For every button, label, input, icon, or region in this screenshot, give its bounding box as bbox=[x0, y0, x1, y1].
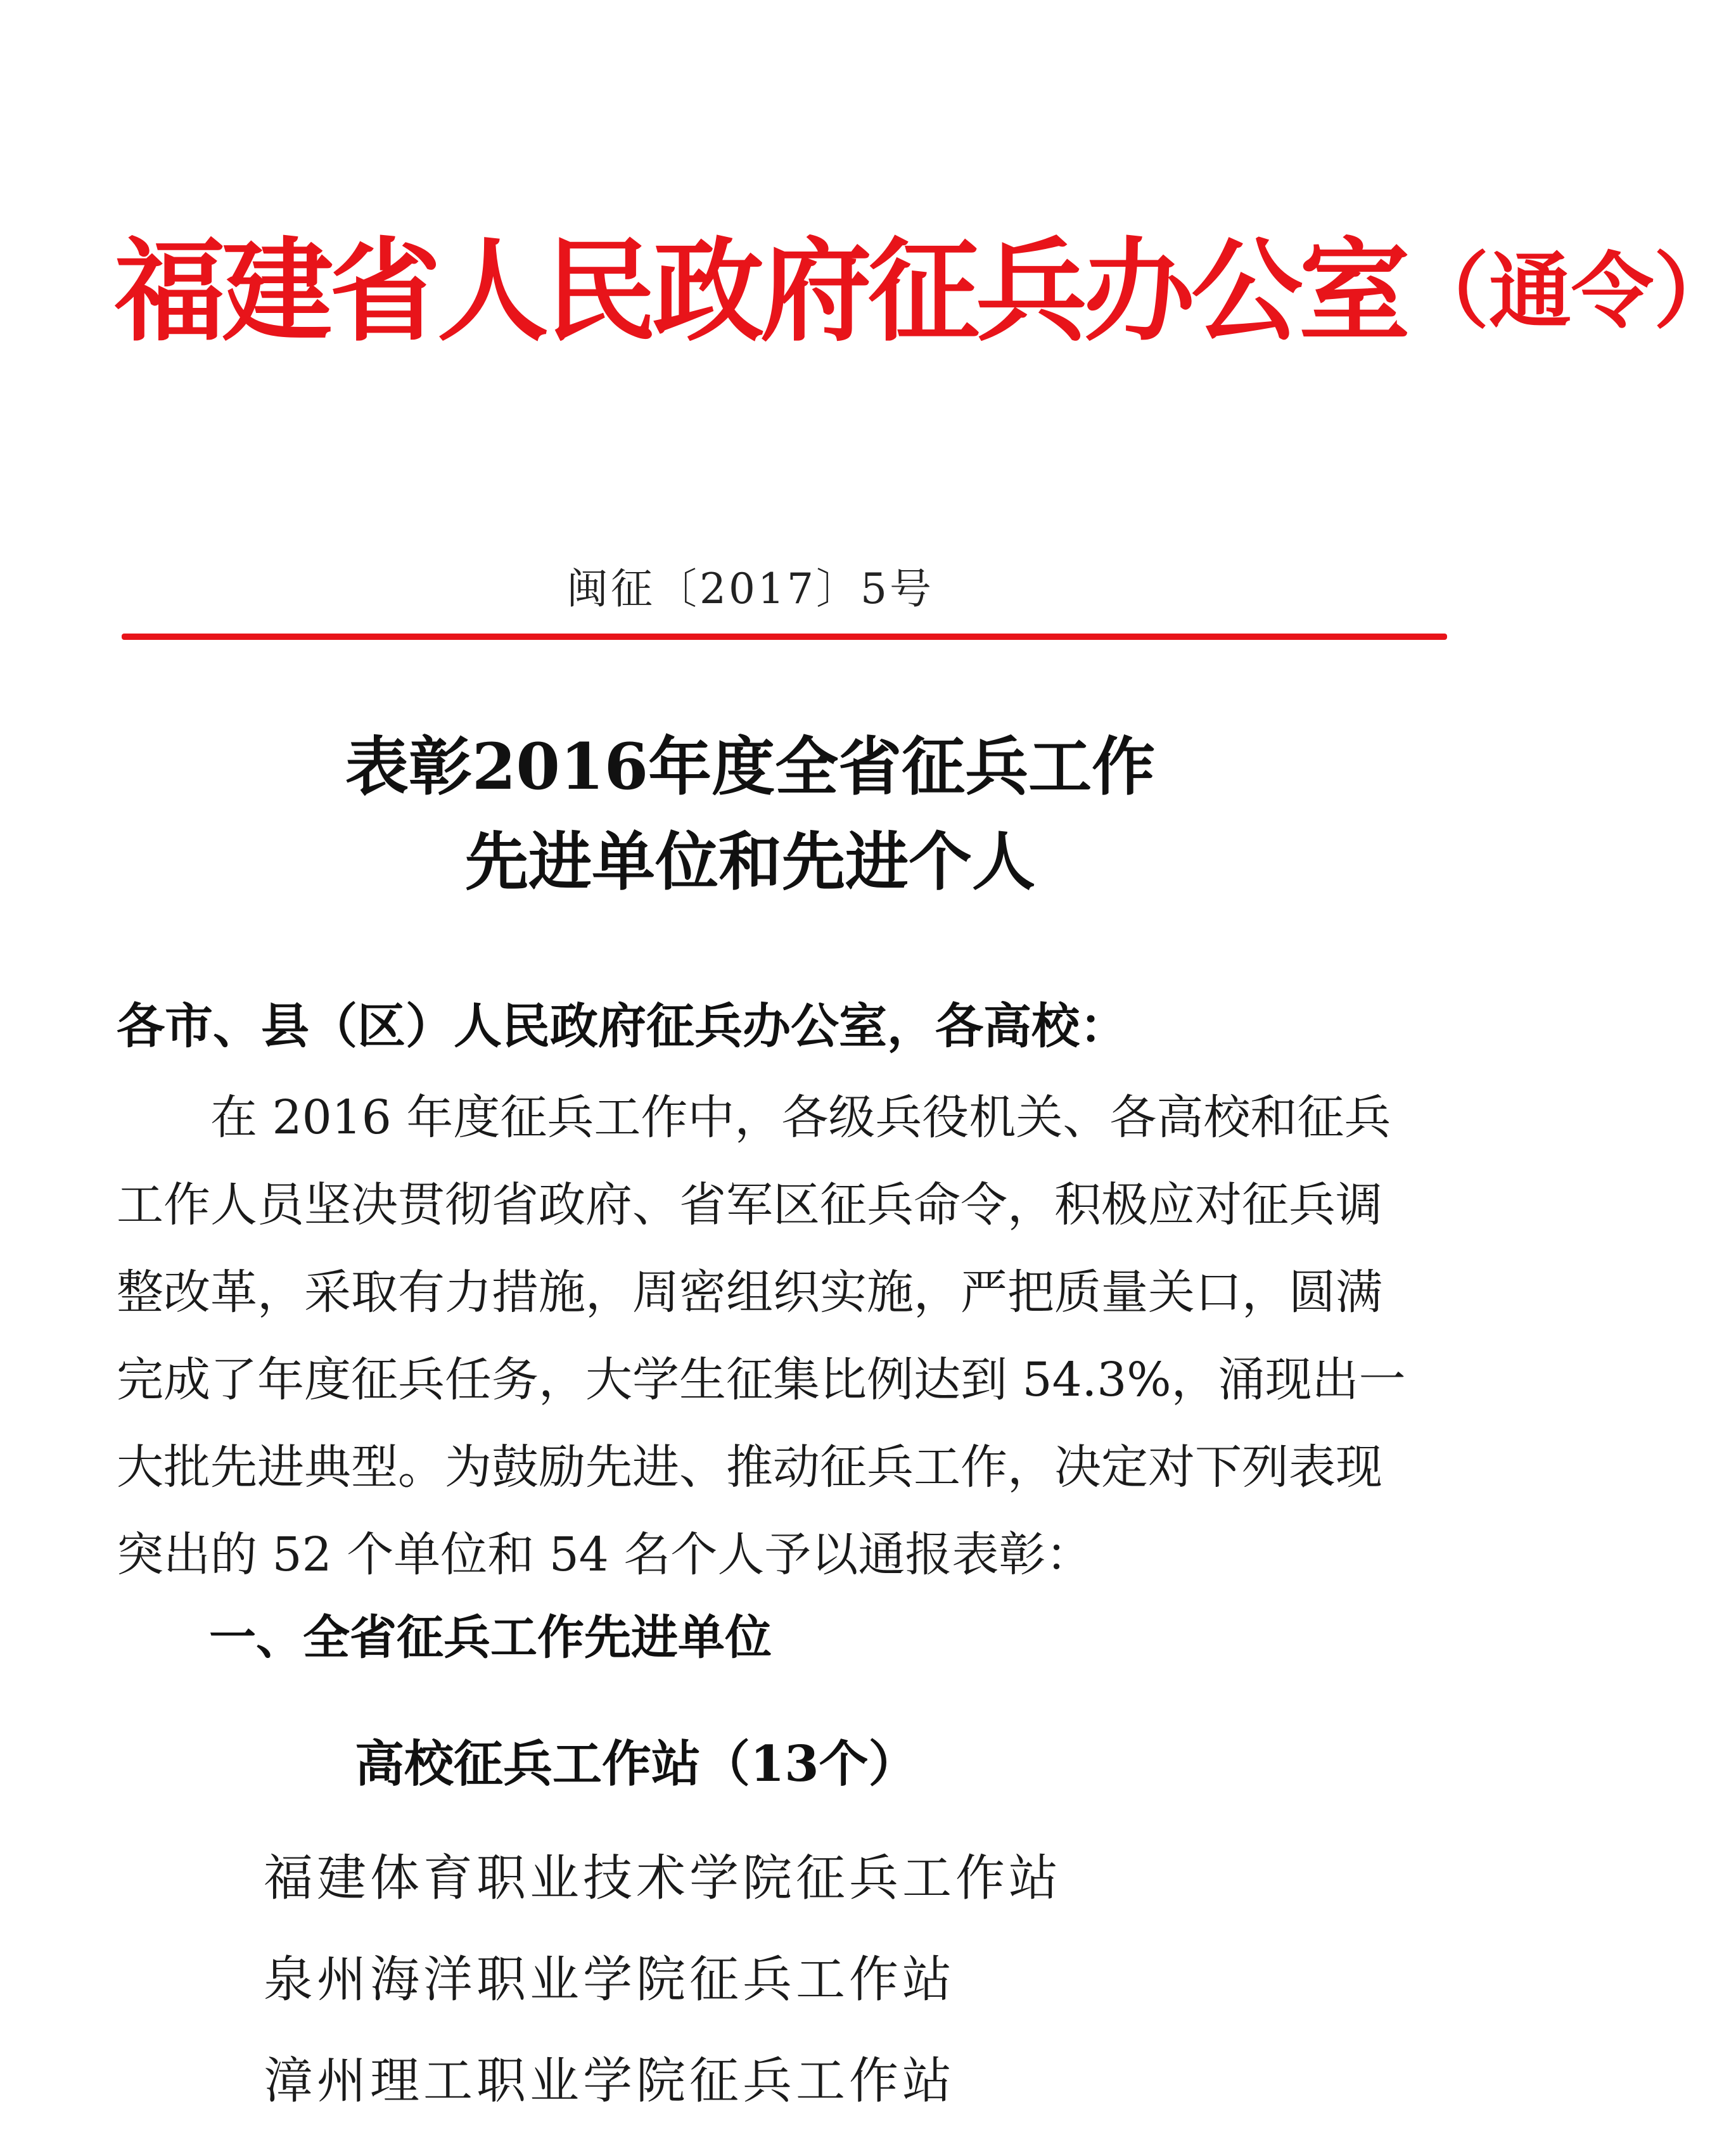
sub-section-title: 高校征兵工作站（13个） bbox=[355, 1735, 918, 1793]
body-line: 在 2016 年度征兵工作中，各级兵役机关、各高校和征兵 bbox=[117, 1090, 1391, 1145]
body-line: 完成了年度征兵任务，大学生征集比例达到 54.3%，涌现出一 bbox=[117, 1353, 1406, 1407]
body-paragraph bbox=[117, 1074, 1415, 1598]
document-heading-line-1: 表彰2016年度全省征兵工作 bbox=[345, 729, 1156, 804]
body-line: 突出的 52 个单位和 54 名个人予以通报表彰： bbox=[117, 1527, 1093, 1582]
body-line: 大批先进典型。为鼓励先进、推动征兵工作，决定对下列表现 bbox=[117, 1440, 1382, 1494]
document-heading-line-2: 先进单位和先进个人 bbox=[465, 824, 1035, 899]
masthead-suffix: （通令） bbox=[1407, 243, 1736, 340]
unit-list bbox=[264, 1828, 1062, 2132]
body-line: 整改革，采取有力措施，周密组织实施，严把质量关口，圆满 bbox=[117, 1265, 1382, 1320]
list-item: 漳州理工职业学院征兵工作站 bbox=[264, 2053, 956, 2110]
salutation: 各市、县（区）人民政府征兵办公室，各高校： bbox=[117, 998, 1128, 1054]
body-line: 工作人员坚决贯彻省政府、省军区征兵命令，积极应对征兵调 bbox=[117, 1178, 1382, 1232]
section-title: 一、全省征兵工作先进单位 bbox=[209, 1610, 772, 1665]
list-item: 泉州海洋职业学院征兵工作站 bbox=[264, 1951, 956, 2008]
red-divider bbox=[122, 634, 1447, 640]
list-item: 福建体育职业技术学院征兵工作站 bbox=[264, 1850, 1063, 1907]
masthead bbox=[114, 215, 1736, 367]
masthead-title: 福建省人民政府征兵办公室 bbox=[114, 226, 1407, 357]
document-number: 闽征〔2017〕5号 bbox=[566, 564, 934, 613]
